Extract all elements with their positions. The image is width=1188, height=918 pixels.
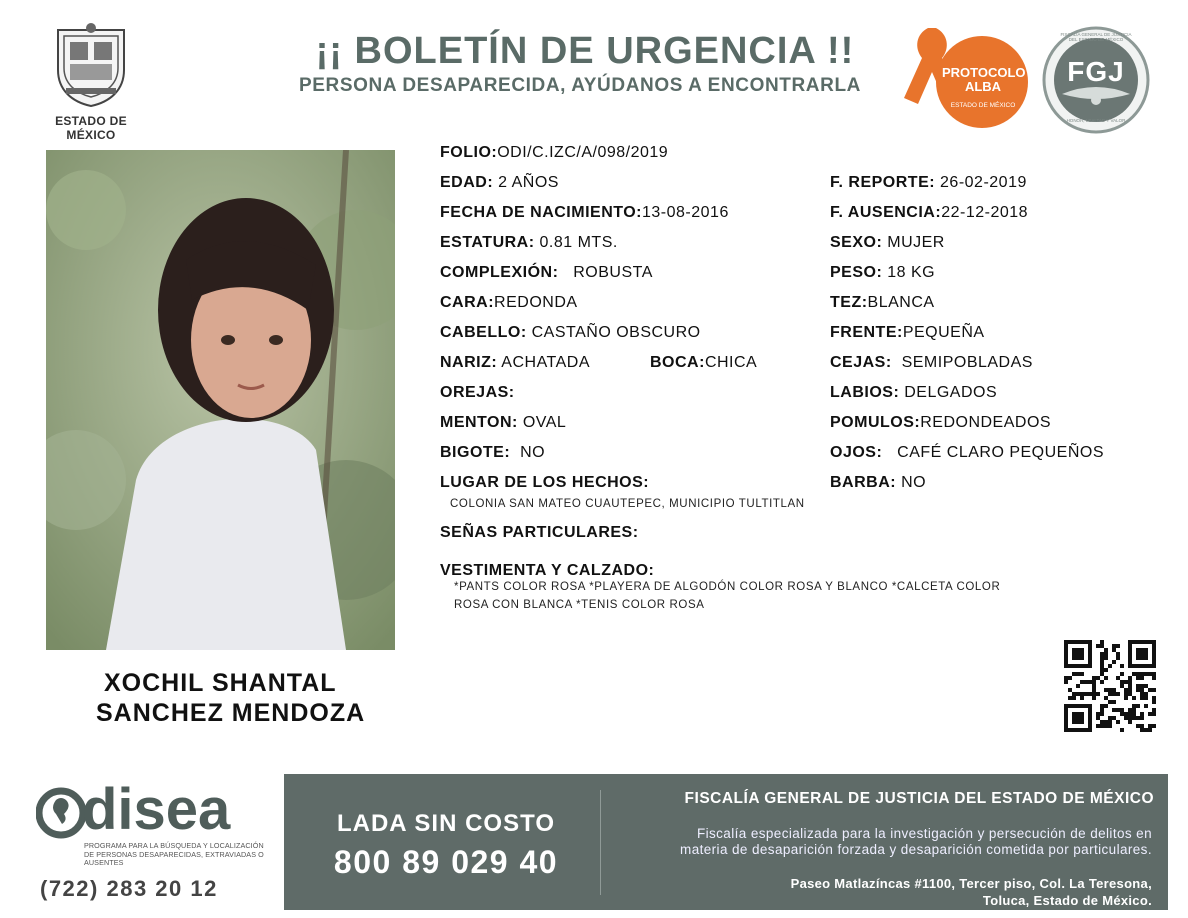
field-labios-label: LABIOS:: [830, 384, 900, 401]
field-labios: [830, 384, 997, 402]
address-line1: Paseo Matlazíncas #1100, Tercer piso, Col. La Teresona,: [790, 876, 1152, 891]
field-nacimiento-label: FECHA DE NACIMIENTO:: [440, 204, 642, 221]
field-complexion: [440, 264, 653, 282]
field-tez-value: BLANCA: [867, 294, 935, 311]
field-folio-label: FOLIO:: [440, 144, 498, 161]
field-barba-value: NO: [901, 474, 927, 491]
field-folio-value: ODI/C.IZC/A/098/2019: [497, 144, 669, 161]
field-edad: [440, 174, 559, 192]
field-reporte-label: F. REPORTE:: [830, 174, 936, 191]
qr-code: [1064, 640, 1156, 732]
missing-person-photo: [46, 150, 395, 650]
field-complexion-value: ROBUSTA: [573, 264, 653, 281]
odisea-phone: (722) 283 20 12: [40, 876, 218, 901]
field-ausencia-label: F. AUSENCIA:: [830, 204, 942, 221]
field-estatura-label: ESTATURA:: [440, 234, 535, 251]
protocolo-alba-logo: [902, 24, 1030, 134]
fiscalia-address: [610, 875, 1152, 909]
odisea-name: disea: [82, 777, 231, 842]
field-estatura-value: 0.81 MTS.: [539, 234, 618, 251]
field-lugar-value: COLONIA SAN MATEO CUAUTEPEC, MUNICIPIO TULTITLAN: [450, 498, 805, 510]
field-reporte-value: 26-02-2019: [940, 174, 1027, 191]
field-cara-label: CARA:: [440, 294, 495, 311]
field-orejas-label: OREJAS:: [440, 384, 515, 401]
odisea-program: PROGRAMA PARA LA BÚSQUEDA Y LOCALIZACIÓN DE PERSONAS DESAPARECIDAS, EXTRAVIADAS O AUSENTES: [84, 841, 264, 867]
field-tez: [830, 294, 935, 312]
field-menton-value: OVAL: [522, 414, 567, 431]
field-cejas: [830, 354, 1033, 372]
lada-number: 800 89 029 40: [333, 844, 559, 880]
fiscalia-desc-1: Fiscalía especializada para la investigación y persecución de delitos en: [696, 826, 1152, 841]
field-folio: [440, 144, 668, 162]
field-boca-label: BOCA:: [650, 354, 705, 371]
field-bigote: [440, 444, 545, 462]
field-tez-label: TEZ:: [830, 294, 868, 311]
alba-line2: ALBA: [964, 79, 1002, 94]
fgj-logo: [1042, 26, 1150, 134]
fgj-ring-text: FISCALÍA GENERAL DE JUSTICIA DEL ESTADO DE MÉXICO: [1060, 32, 1132, 42]
person-name-line2: SANCHEZ MENDOZA: [96, 699, 366, 727]
field-barba: [830, 474, 926, 492]
fiscalia-description: [610, 826, 1152, 858]
field-lugar-label: [440, 474, 649, 492]
field-pomulos: [830, 414, 1051, 432]
field-cabello: [440, 324, 701, 342]
alba-line1: PROTOCOLO: [942, 65, 1026, 80]
fgj-motto: HONOR, LEALTAD Y VALOR: [1066, 118, 1126, 123]
field-barba-label: BARBA:: [830, 474, 897, 491]
fiscalia-desc-2: materia de desaparición forzada y desaparición cometida por particulares.: [680, 842, 1152, 857]
field-senas-label: SEÑAS PARTICULARES:: [440, 524, 639, 541]
field-boca: [650, 354, 757, 372]
field-cara-value: REDONDA: [494, 294, 578, 311]
estado-de-mexico-seal: [52, 22, 130, 108]
field-frente: [830, 324, 985, 342]
field-ojos-value: CAFÉ CLARO PEQUEÑOS: [897, 444, 1105, 461]
address-line2: Toluca, Estado de México.: [982, 893, 1152, 908]
field-menton-label: MENTON:: [440, 414, 518, 431]
field-vestimenta-label-text: VESTIMENTA Y CALZADO:: [440, 562, 655, 579]
field-nariz: [440, 354, 590, 372]
person-name: [60, 668, 410, 728]
field-edad-label: EDAD:: [440, 174, 494, 191]
field-sexo-label: SEXO:: [830, 234, 883, 251]
field-ausencia: [830, 204, 1028, 222]
field-cejas-value: SEMIPOBLADAS: [901, 354, 1033, 371]
field-frente-label: FRENTE:: [830, 324, 903, 341]
field-sexo: [830, 234, 945, 252]
field-ausencia-value: 22-12-2018: [941, 204, 1029, 221]
field-edad-value: 2 AÑOS: [498, 174, 559, 191]
lada-label: LADA SIN COSTO: [336, 810, 555, 837]
field-orejas: [440, 384, 515, 402]
field-vestimenta-label: [440, 562, 654, 580]
field-pomulos-value: REDONDEADOS: [920, 414, 1052, 431]
field-cabello-label: CABELLO:: [440, 324, 527, 341]
fiscalia-title: FISCALÍA GENERAL DE JUSTICIA DEL ESTADO DE MÉXICO: [684, 790, 1154, 807]
field-estatura: [440, 234, 618, 252]
state-label: ESTADO DE MÉXICO: [55, 114, 127, 142]
field-lugar-label-text: LUGAR DE LOS HECHOS:: [440, 474, 650, 491]
field-cejas-label: CEJAS:: [830, 354, 892, 371]
bulletin-title: ¡¡ BOLETÍN DE URGENCIA !!: [315, 30, 855, 72]
field-frente-value: PEQUEÑA: [902, 324, 985, 341]
field-ojos: [830, 444, 1104, 462]
field-sexo-value: MUJER: [887, 234, 945, 251]
field-cara: [440, 294, 578, 312]
field-ojos-label: OJOS:: [830, 444, 883, 461]
field-pomulos-label: POMULOS:: [830, 414, 921, 431]
field-vestimenta-line2: ROSA CON BLANCA *TENIS COLOR ROSA: [454, 599, 705, 611]
field-nariz-value: ACHATADA: [501, 354, 591, 371]
bulletin-subtitle: PERSONA DESAPARECIDA, AYÚDANOS A ENCONTRARLA: [299, 75, 861, 96]
field-bigote-value: NO: [520, 444, 546, 461]
field-senas: [440, 524, 639, 542]
field-peso-value: 18 KG: [887, 264, 936, 281]
alba-line3: ESTADO DE MÉXICO: [950, 102, 1016, 109]
field-reporte: [830, 174, 1027, 192]
field-nacimiento-value: 13-08-2016: [642, 204, 729, 221]
field-complexion-label: COMPLEXIÓN:: [440, 264, 559, 281]
field-bigote-label: BIGOTE:: [440, 444, 511, 461]
field-cabello-value: CASTAÑO OBSCURO: [531, 324, 701, 341]
field-nariz-label: NARIZ:: [440, 354, 498, 371]
field-peso: [830, 264, 935, 282]
fgj-label: FGJ: [1067, 56, 1125, 87]
field-labios-value: DELGADOS: [904, 384, 998, 401]
person-name-line1: XOCHIL SHANTAL: [104, 669, 337, 697]
field-peso-label: PESO:: [830, 264, 883, 281]
footer-divider: [600, 790, 601, 895]
field-nacimiento: [440, 204, 729, 222]
field-vestimenta-line1: *PANTS COLOR ROSA *PLAYERA DE ALGODÓN COLOR ROSA Y BLANCO *CALCETA COLOR: [454, 581, 1001, 593]
field-menton: [440, 414, 566, 432]
field-boca-value: CHICA: [704, 354, 758, 371]
